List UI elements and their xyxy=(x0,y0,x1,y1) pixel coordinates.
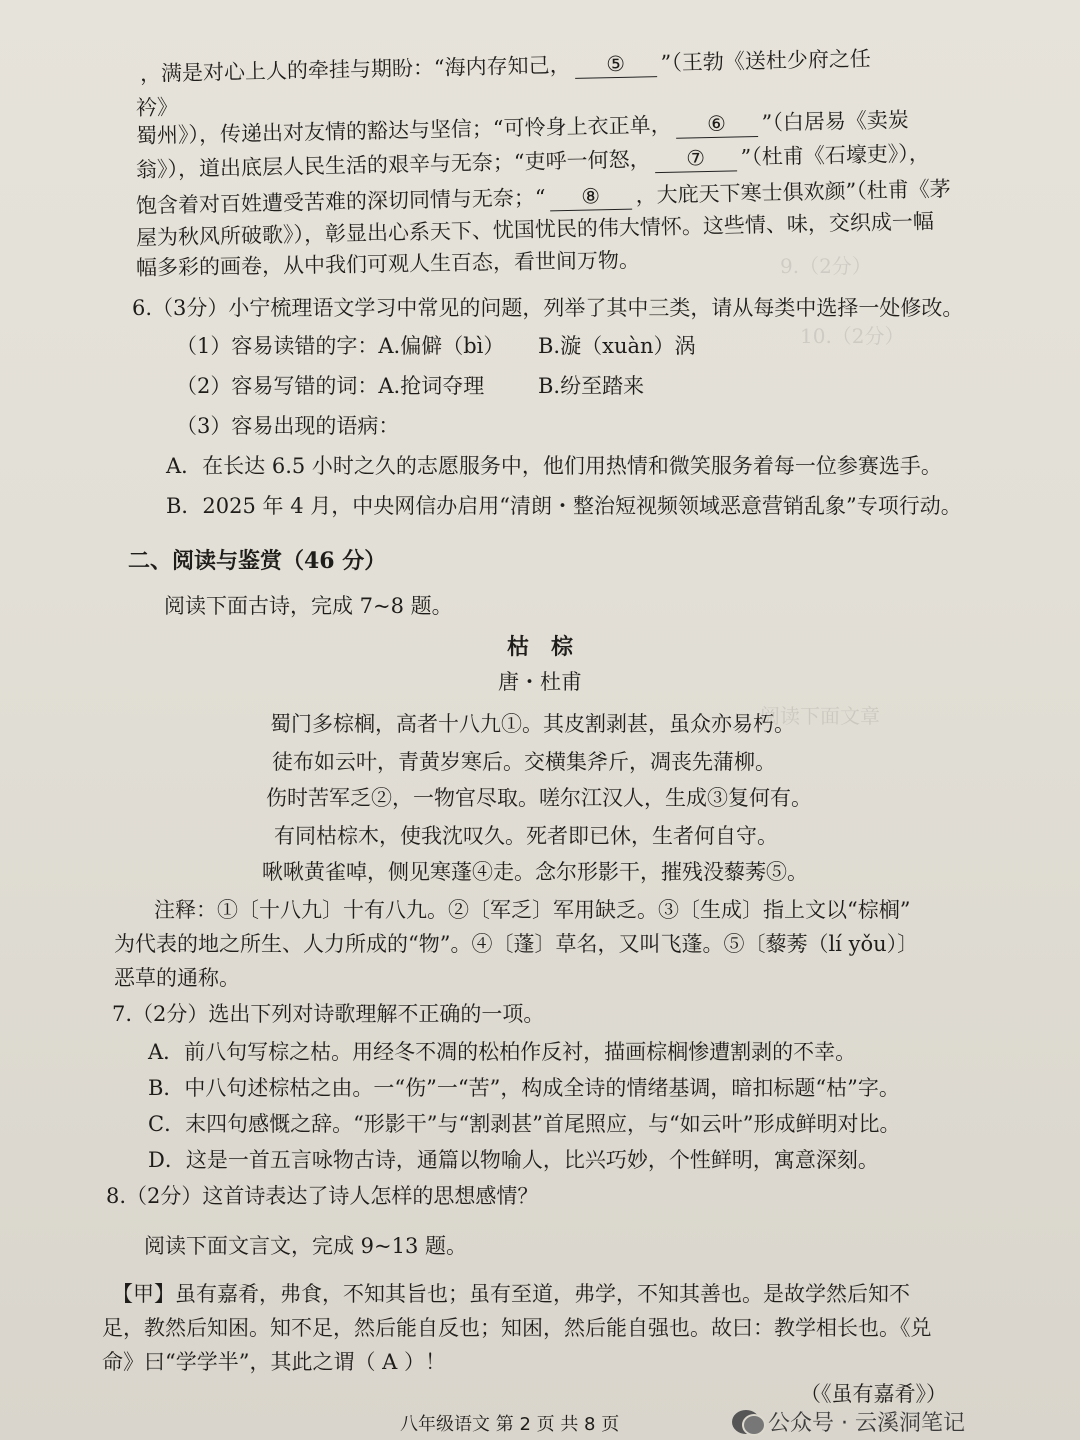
fill-line-text: 饱含着对百姓遭受苦难的深切同情与无奈；“ xyxy=(135,185,546,218)
page-footer: 八年级语文 第 2 页 共 8 页 xyxy=(400,1414,620,1435)
q6-choice-1 xyxy=(176,334,504,359)
q6-choice-2 xyxy=(176,374,484,399)
fill-line-1 xyxy=(140,47,871,88)
q7-option-d: D．这是一首五言咏物古诗，通篇以物喻人，比兴巧妙，个性鲜明，寓意深刻。 xyxy=(148,1148,879,1172)
poem-title: 枯 棕 xyxy=(506,634,573,660)
bleed-through-text: 9.（2分） xyxy=(780,254,872,278)
poem-line: 伤时苦军乏②，一物官尽取。嗟尔江汉人，生成③复何有。 xyxy=(266,786,812,810)
classical-source: （《虽有嘉肴》） xyxy=(800,1382,947,1406)
watermark-text: 公众号 · 云溪洞笔记 xyxy=(768,1411,965,1436)
fill-line-text: 蜀州》），传递出对友情的豁达与坚信；“可怜身上衣正单， xyxy=(135,112,672,148)
fill-line-3 xyxy=(136,141,930,184)
q7-option-a: A．前八句写棕之枯。用经冬不凋的松柏作反衬，描画棕榈惨遭割剥的不幸。 xyxy=(148,1040,857,1064)
notes-line: 注释：①〔十八九〕十有八九。②〔军乏〕军用缺乏。③〔生成〕指上文以“棕榈” xyxy=(154,898,911,922)
q8-stem: 8.（2分）这首诗表达了诗人怎样的思想感情？ xyxy=(106,1184,539,1208)
fill-blank-7: ⑦ xyxy=(654,145,737,173)
fill-blank-5: ⑤ xyxy=(574,51,657,79)
poem-line: 徒布如云叶，青黄岁寒后。交横集斧斤，凋丧先蒲柳。 xyxy=(272,750,776,774)
fill-line-0 xyxy=(136,95,179,121)
fill-line-text: ”（王勃《送杜少府之任 xyxy=(660,46,872,76)
fill-line-5: 屋为秋风所破歌》），彰显出心系天下、忧国忧民的伟大情怀。这些情、味，交织成一幅 xyxy=(135,209,935,250)
fill-blank-6: ⑥ xyxy=(675,111,758,139)
q7-option-c: C．末四句感慨之辞。“形影干”与“割剥甚”首尾照应，与“如云叶”形成鲜明对比。 xyxy=(148,1112,901,1136)
q6-stem: 6.（3分）小宁梳理语文学习中常见的问题，列举了其中三类，请从每类中选择一处修改。 xyxy=(132,296,964,320)
q6-choice-label: （2）容易写错的词： xyxy=(176,374,379,398)
poem-line: 蜀门多棕榈，高者十八九①。其皮割剥甚，虽众亦易朽。 xyxy=(270,712,795,736)
classical-line: 【甲】虽有嘉肴，弗食，不知其旨也；虽有至道，弗学，不知其善也。是故学然后知不 xyxy=(112,1282,910,1306)
q6-choice-option: A.抢词夺理 xyxy=(378,374,485,398)
fill-line-text: 翁》），道出底层人民生活的艰辛与无奈；“吏呼一何怒， xyxy=(135,147,651,182)
fill-line-text: ，满是对心上人的牵挂与期盼：“海内存知己， xyxy=(139,52,571,86)
q6-choice-3-label: （3）容易出现的语病： xyxy=(176,414,400,438)
watermark xyxy=(732,1406,965,1437)
classical-line: 足，教然后知困。知不足，然后能自反也；知困，然后能自强也。故曰：教学相长也。《兑 xyxy=(102,1316,932,1340)
fill-line-text: ，大庇天下寒士俱欢颜”（杜甫《茅 xyxy=(635,176,952,208)
fill-line-text: ”（杜甫《石壕吏》）， xyxy=(740,141,931,170)
poem-line: 有同枯棕木，使我沈叹久。死者即已休，生者何自守。 xyxy=(274,824,778,848)
q7-option-b: B．中八句述棕枯之由。一“伤”一“苦”，构成全诗的情绪基调，暗扣标题“枯”字。 xyxy=(148,1076,900,1100)
bleed-through-text: 10.（2分） xyxy=(800,324,905,348)
q6-sentence-b: B．2025 年 4 月，中央网信办启用“清朗・整治短视频领域恶意营销乱象”专项行动。 xyxy=(166,494,962,518)
q6-choice-2b: B.纷至踏来 xyxy=(538,374,645,398)
classical-instruction: 阅读下面文言文，完成 9~13 题。 xyxy=(144,1234,468,1258)
q6-choice-1b: B.漩（xuàn）涡 xyxy=(538,334,696,358)
q6-choice-option: A.偏僻（bì） xyxy=(378,334,505,358)
notes-line: 恶草的通称。 xyxy=(114,966,240,990)
poem-line: 啾啾黄雀啅，侧见寒蓬④走。念尔形影干，摧残没藜莠⑤。 xyxy=(262,860,808,884)
wechat-icon xyxy=(732,1410,760,1434)
notes-line: 为代表的地之所生、人力所成的“物”。④〔蓬〕草名，又叫飞蓬。⑤〔藜莠（lí yǒu）〕 xyxy=(114,932,919,956)
poem-author: 唐・杜甫 xyxy=(498,670,582,694)
fill-blank-8: ⑧ xyxy=(549,184,632,212)
poem-instruction: 阅读下面古诗，完成 7~8 题。 xyxy=(164,594,453,618)
fill-line-6: 幅多彩的画卷，从中我们可观人生百态，看世间万物。 xyxy=(135,248,641,280)
bleed-through-text: 阅读下面文章 xyxy=(760,704,880,728)
fill-line-text: ”（白居易《卖炭 xyxy=(761,107,910,135)
fill-line-lead: 衿》 xyxy=(135,95,179,120)
q6-choice-label: （1）容易读错的字： xyxy=(176,334,379,358)
q6-sentence-a: A．在长达 6.5 小时之久的志愿服务中，他们用热情和微笑服务着每一位参赛选手。 xyxy=(166,454,942,478)
classical-line: 命》曰“学学半”，其此之谓（ A ）！ xyxy=(102,1350,446,1374)
section-heading: 二、阅读与鉴赏（46 分） xyxy=(128,548,387,574)
q7-stem: 7.（2分）选出下列对诗歌理解不正确的一项。 xyxy=(112,1002,545,1026)
